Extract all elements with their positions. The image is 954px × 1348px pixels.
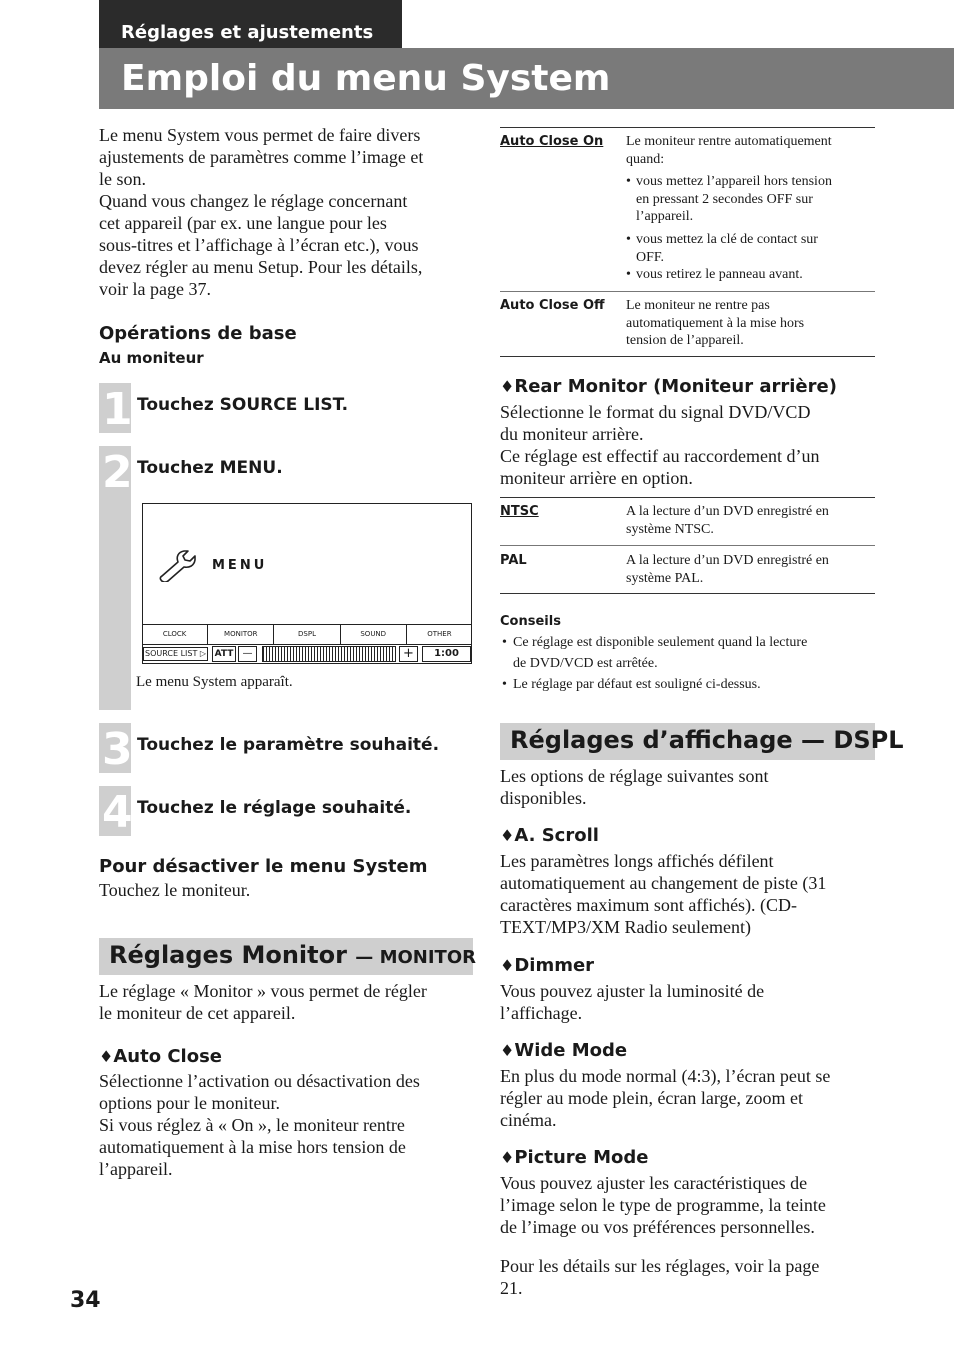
intro-line: voir la page 37.	[99, 279, 211, 299]
dspl-banner-title: Réglages d’affichage — DSPL	[510, 726, 904, 754]
att-button[interactable]: ATT	[212, 646, 236, 662]
basic-ops-heading: Opérations de base	[99, 323, 297, 344]
a-scroll-heading	[500, 825, 599, 846]
tip-line: Ce réglage est disponible seulement quand la lecture	[513, 635, 808, 650]
wide-mode-title: Wide Mode	[514, 1040, 628, 1061]
deactivate-text: Touchez le moniteur.	[99, 880, 251, 900]
table-rule	[500, 545, 875, 546]
picture-mode-text	[500, 1172, 885, 1238]
auto-close-text	[99, 1070, 479, 1180]
rear-monitor-line: Ce réglage est effectif au raccordement d’un	[500, 446, 820, 466]
ntsc-key: NTSC	[500, 504, 539, 519]
auto-close-title: Auto Close	[113, 1046, 222, 1067]
a-scroll-title: A. Scroll	[514, 825, 599, 846]
desc-line: tension de l’appareil.	[626, 333, 744, 348]
dimmer-title: Dimmer	[514, 955, 595, 976]
bullet-line: vous mettez la clé de contact sur	[636, 232, 818, 247]
table-rule	[500, 127, 875, 128]
picture-mode-line: l’image selon le type de programme, la teinte	[500, 1195, 826, 1215]
picture-mode-title: Picture Mode	[514, 1147, 649, 1168]
desc-line: quand:	[626, 151, 665, 167]
auto-close-heading	[99, 1046, 222, 1067]
picture-mode-line: Vous pouvez ajuster les caractéristiques de	[500, 1173, 808, 1193]
bullet-line: vous retirez le panneau avant.	[636, 267, 803, 282]
source-list-label: SOURCE LIST	[145, 649, 198, 658]
dimmer-line: l’affichage.	[500, 1003, 583, 1023]
desc-line: A la lecture d’un DVD enregistré en	[626, 504, 829, 519]
picture-mode-line: de l’image ou vos préférences personnelles.	[500, 1217, 815, 1237]
menu-caption: Le menu System apparaît.	[136, 674, 293, 690]
a-scroll-line: Les paramètres longs affichés défilent	[500, 851, 774, 871]
a-scroll-line: caractères maximum sont affichés). (CD-	[500, 895, 798, 915]
step-1-bar	[99, 383, 131, 433]
bullet-line: OFF.	[636, 249, 665, 265]
source-list-button[interactable]	[143, 647, 208, 661]
table-rule	[500, 291, 875, 292]
rear-monitor-line: du moniteur arrière.	[500, 424, 644, 444]
diamond-bullet-icon: ♦	[500, 1041, 515, 1060]
basic-ops-subheading: Au moniteur	[99, 349, 204, 367]
desc-line: Le moniteur rentre automatiquement	[626, 134, 832, 149]
rear-monitor-line: Sélectionne le format du signal DVD/VCD	[500, 402, 811, 422]
tip-item: • Ce réglage est disponible seulement quand la lecture de DVD/VCD est arrêtée.	[500, 633, 875, 674]
pal-desc	[626, 552, 876, 587]
desc-line: Le moniteur ne rentre pas	[626, 298, 770, 313]
step-number: 1	[102, 384, 133, 435]
desc-line: système NTSC.	[626, 521, 714, 537]
rear-monitor-title: Rear Monitor (Moniteur arrière)	[514, 376, 837, 397]
intro-line: Quand vous changez le réglage concernant	[99, 191, 408, 211]
intro-line: cet appareil (par ex. une langue pour les	[99, 213, 387, 233]
wide-mode-text	[500, 1065, 885, 1131]
desc-line: système PAL.	[626, 570, 704, 586]
auto-close-on-desc	[626, 133, 876, 168]
auto-close-off-key: Auto Close Off	[500, 298, 605, 313]
pal-key: PAL	[500, 553, 527, 568]
step-number: 4	[102, 787, 133, 838]
rear-monitor-line: moniteur arrière en option.	[500, 468, 693, 488]
a-scroll-line: TEXT/MP3/XM Radio seulement)	[500, 917, 751, 937]
monitor-banner-sub: — MONITOR	[355, 947, 476, 968]
monitor-banner-title: Réglages Monitor	[109, 941, 347, 969]
wrench-icon	[156, 548, 200, 587]
section-tab	[99, 0, 402, 48]
dspl-footer-line: Pour les détails sur les réglages, voir la page	[500, 1256, 820, 1276]
tip-line: de DVD/VCD est arrêtée.	[513, 655, 658, 671]
auto-close-line: automatiquement à la mise hors tension de	[99, 1137, 406, 1157]
monitor-intro	[99, 980, 479, 1024]
diamond-bullet-icon: ♦	[500, 826, 515, 845]
rear-monitor-heading	[500, 376, 837, 397]
bullet-line: vous mettez l’appareil hors tension	[636, 174, 832, 189]
tip-item: • Le réglage par défaut est souligné ci-dessus.	[500, 675, 875, 696]
volume-up-button[interactable]: +	[399, 646, 418, 662]
intro-line: devez régler au menu Setup. Pour les détails,	[99, 257, 423, 277]
dspl-footer-line: 21.	[500, 1278, 523, 1298]
step-2-text: Touchez MENU.	[137, 458, 283, 478]
dimmer-text	[500, 980, 880, 1024]
tab-clock[interactable]: CLOCK	[142, 625, 208, 645]
intro-line: Le menu System vous permet de faire divers	[99, 125, 421, 145]
auto-close-bullet: • vous retirez le panneau avant.	[626, 266, 876, 284]
step-3-bar	[99, 723, 131, 773]
diamond-bullet-icon: ♦	[500, 956, 515, 975]
bullet-line: en pressant 2 secondes OFF sur	[636, 191, 813, 207]
a-scroll-line: automatiquement au changement de piste (31	[500, 873, 827, 893]
wide-mode-heading	[500, 1040, 627, 1061]
desc-line: A la lecture d’un DVD enregistré en	[626, 553, 829, 568]
section-title: Réglages et ajustements	[121, 22, 374, 43]
dimmer-heading	[500, 955, 594, 976]
diamond-bullet-icon: ♦	[500, 377, 515, 396]
tab-sound[interactable]: SOUND	[341, 625, 407, 645]
deactivate-heading: Pour désactiver le menu System	[99, 856, 428, 877]
step-3-text: Touchez le paramètre souhaité.	[137, 735, 440, 755]
desc-line: automatiquement à la mise hors	[626, 315, 805, 331]
tab-monitor[interactable]: MONITOR	[208, 625, 274, 645]
step-4-text: Touchez le réglage souhaité.	[137, 798, 412, 818]
page-title: Emploi du menu System	[121, 58, 611, 99]
rear-monitor-text	[500, 401, 880, 489]
tip-line: Le réglage par défaut est souligné ci-dessus.	[513, 677, 761, 692]
auto-close-line: Si vous réglez à « On », le moniteur rentre	[99, 1115, 405, 1135]
intro-line: ajustements de paramètres comme l’image et	[99, 147, 424, 167]
auto-close-line: l’appareil.	[99, 1159, 173, 1179]
step-1-text: Touchez SOURCE LIST.	[137, 395, 349, 415]
step-4-bar	[99, 786, 131, 836]
diamond-bullet-icon: ♦	[500, 1148, 515, 1167]
clock-display: 1:00	[422, 646, 471, 662]
tab-other[interactable]: OTHER	[427, 630, 452, 638]
dspl-banner	[500, 723, 904, 760]
auto-close-bullet: • vous mettez la clé de contact sur OFF.	[626, 231, 876, 266]
wide-mode-line: cinéma.	[500, 1110, 557, 1130]
table-rule	[500, 497, 875, 498]
diamond-bullet-icon: ♦	[99, 1047, 114, 1066]
auto-close-on-key: Auto Close On	[500, 134, 604, 149]
dspl-intro-line: Les options de réglage suivantes sont	[500, 766, 769, 786]
dimmer-line: Vous pouvez ajuster la luminosité de	[500, 981, 765, 1001]
intro-line: le son.	[99, 169, 146, 189]
menu-label: MENU	[212, 558, 268, 573]
picture-mode-heading	[500, 1147, 649, 1168]
tab-dspl[interactable]: DSPL	[274, 625, 340, 645]
menu-tab-row	[142, 624, 472, 645]
intro-line: sous-titres et l’affichage à l’écran etc.), vous	[99, 235, 419, 255]
step-number: 2	[102, 447, 133, 498]
wide-mode-line: En plus du mode normal (4:3), l’écran peut se	[500, 1066, 831, 1086]
page-number: 34	[70, 1288, 101, 1313]
ntsc-desc	[626, 503, 876, 538]
bullet-line: l’appareil.	[636, 209, 694, 224]
auto-close-off-desc	[626, 297, 876, 350]
dspl-intro	[500, 765, 880, 809]
monitor-intro-line: le moniteur de cet appareil.	[99, 1003, 296, 1023]
step-2-bar	[99, 446, 131, 710]
play-icon: ▷	[197, 649, 207, 658]
dspl-footer	[500, 1255, 880, 1299]
intro-paragraph	[99, 124, 479, 300]
auto-close-line: options pour le moniteur.	[99, 1093, 280, 1113]
monitor-intro-line: Le réglage « Monitor » vous permet de régler	[99, 981, 427, 1001]
a-scroll-text	[500, 850, 885, 938]
tips-heading: Conseils	[500, 614, 561, 629]
table-rule	[500, 593, 875, 594]
volume-down-button[interactable]: —	[238, 646, 257, 662]
auto-close-bullet: • vous mettez l’appareil hors tension en pressant 2 secondes OFF sur l’appareil.	[626, 173, 876, 226]
auto-close-line: Sélectionne l’activation ou désactivation des	[99, 1071, 420, 1091]
table-rule	[500, 356, 875, 357]
dspl-intro-line: disponibles.	[500, 788, 587, 808]
wide-mode-line: régler au mode plein, écran large, zoom et	[500, 1088, 804, 1108]
volume-bar[interactable]	[262, 646, 396, 662]
step-number: 3	[102, 724, 133, 775]
monitor-banner	[99, 938, 476, 975]
